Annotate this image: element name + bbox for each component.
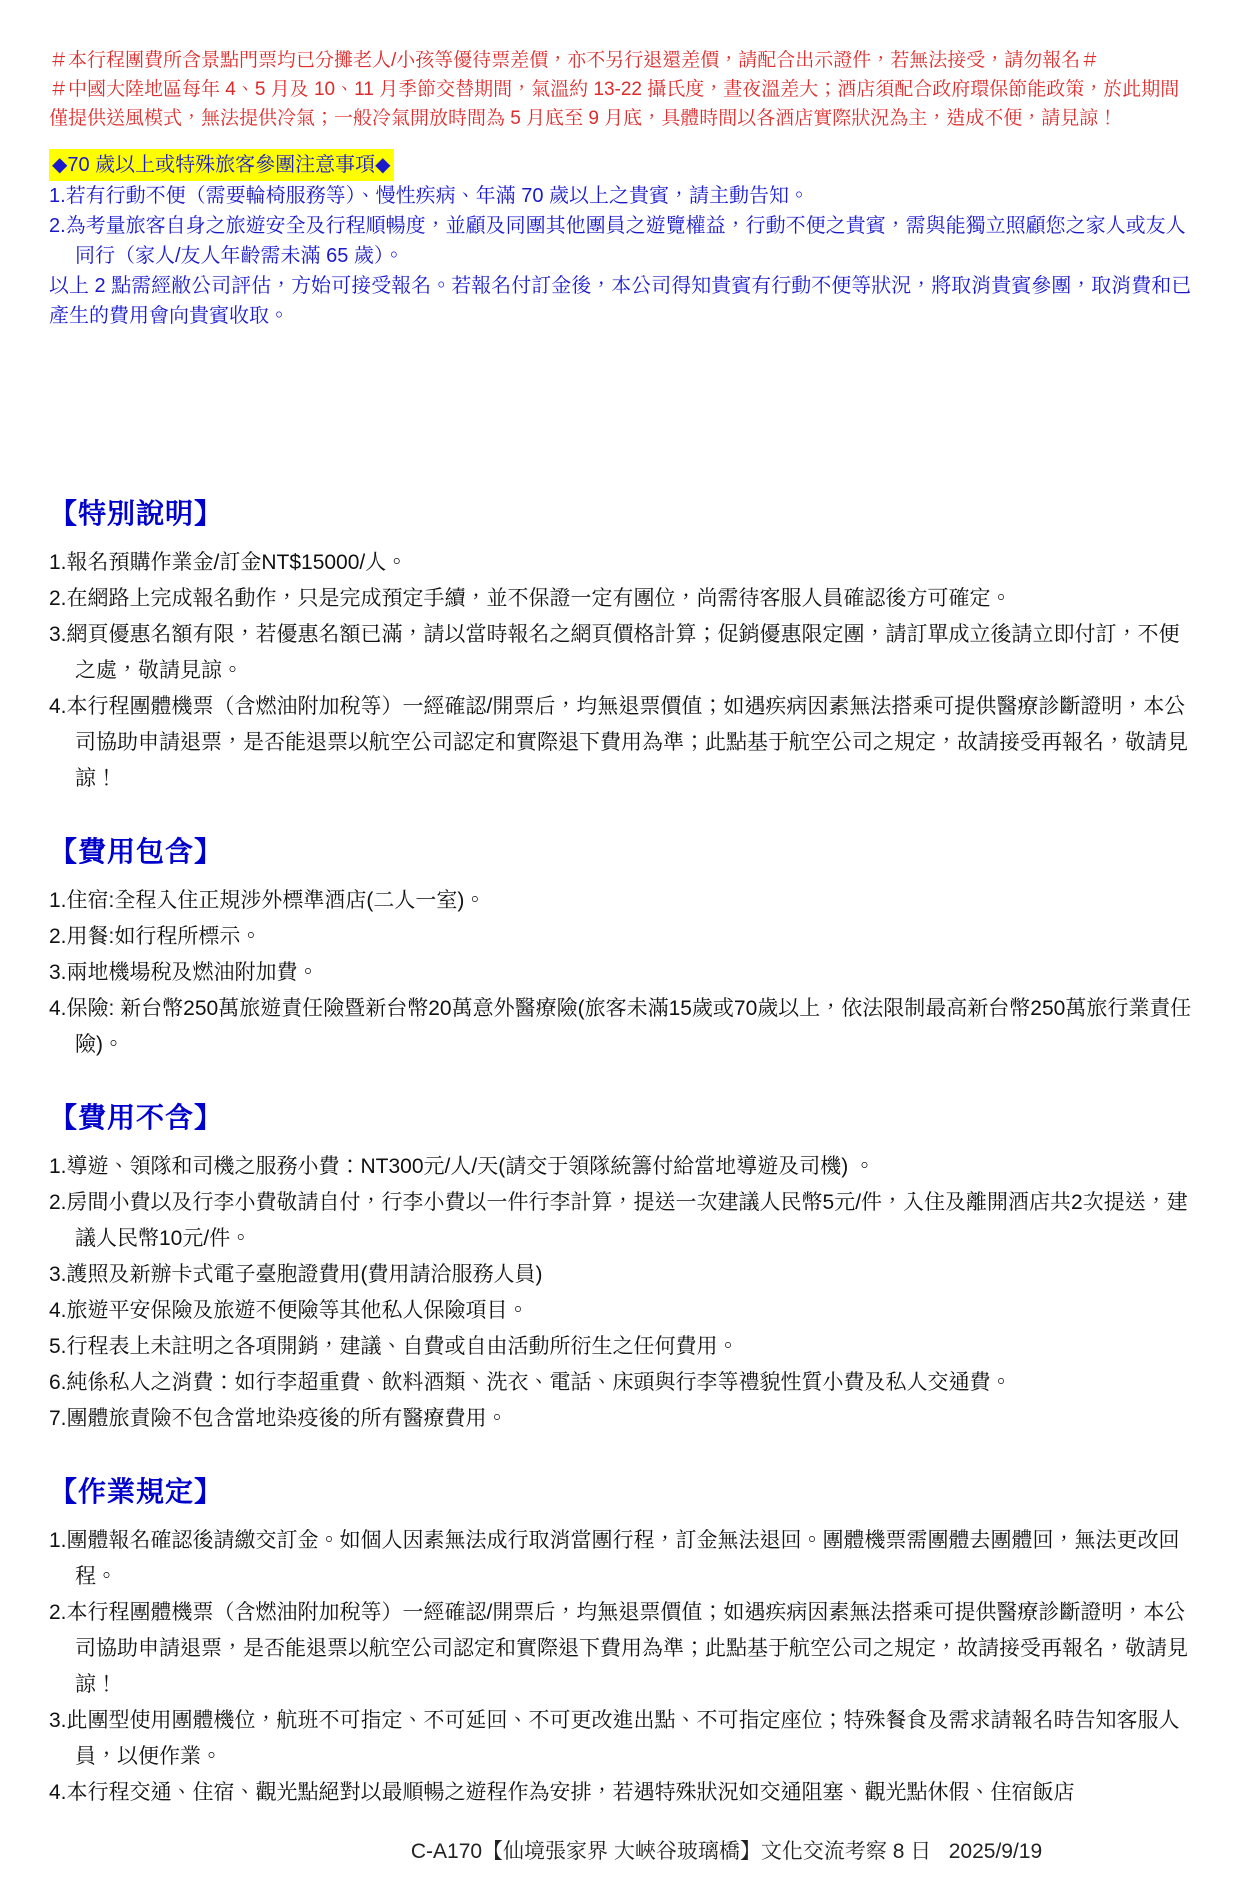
senior-notice-title: ◆70 歲以上或特殊旅客參團注意事項◆	[49, 149, 394, 181]
list-item: 3.護照及新辦卡式電子臺胞證費用(費用請洽服務人員)	[49, 1263, 543, 1286]
list-item: 4.本行程團體機票（含燃油附加稅等）一經確認/開票后，均無退票價值；如遇疾病因素無法搭乘可提供醫療診斷證明，本公司協助申請退票，是否能退票以航空公司認定和實際退下費用為準；此點基于航空公司之規定，故請接受再報名，敬請見諒！	[49, 695, 1188, 790]
list-item: 2.在網路上完成報名動作，只是完成預定手續，並不保證一定有團位，尚需待客服人員確認後方可確定。	[49, 587, 1012, 610]
list-item: 3.兩地機場稅及燃油附加費。	[49, 961, 319, 984]
senior-notice-item: 2.為考量旅客自身之旅遊安全及行程順暢度，並顧及同團其他團員之遊覽權益，行動不便之貴賓，需與能獨立照顧您之家人或友人同行（家人/友人年齡需未滿 65 歲）。	[49, 215, 1186, 267]
section-operating-rules	[49, 1471, 1194, 1811]
list-item: 1.團體報名確認後請繳交訂金。如個人因素無法成行取消當團行程，訂金無法退回。團體機票需團體去團體回，無法更改回程。	[49, 1529, 1180, 1588]
list-item: 1.導遊、領隊和司機之服務小費：NT300元/人/天(請交于領隊統籌付給當地導遊及司機) 。	[49, 1155, 876, 1178]
list-item: 1.住宿:全程入住正規涉外標準酒店(二人一室)。	[49, 889, 486, 912]
section-heading-fees-not-included: 【費用不含】	[49, 1102, 224, 1133]
top-red-notice	[49, 46, 1194, 133]
senior-notice-item: 1.若有行動不便（需要輪椅服務等）、慢性疾病、年滿 70 歲以上之貴賓，請主動告知。	[49, 185, 810, 207]
section-fees-included	[49, 831, 1194, 1063]
list-item: 4.保險: 新台幣250萬旅遊責任險暨新台幣20萬意外醫療險(旅客未滿15歲或70歲以上，依法限制最高新台幣250萬旅行業責任險)。	[49, 997, 1192, 1056]
list-item: 2.房間小費以及行李小費敬請自付，行李小費以一件行李計算，提送一次建議人民幣5元/件，入住及離開酒店共2次提送，建議人民幣10元/件。	[49, 1191, 1188, 1250]
list-item: 7.團體旅責險不包含當地染疫後的所有醫療費用。	[49, 1407, 508, 1430]
section-heading-special-notes: 【特別說明】	[49, 498, 224, 529]
senior-passenger-notice	[49, 149, 1194, 331]
section-special-notes	[49, 493, 1194, 797]
list-item: 6.純係私人之消費：如行李超重費、飲料酒類、洗衣、電話、床頭與行李等禮貌性質小費及私人交通費。	[49, 1371, 1012, 1394]
list-item: 1.報名預購作業金/訂金NT$15000/人。	[49, 551, 408, 574]
section-heading-operating-rules: 【作業規定】	[49, 1476, 224, 1507]
red-notice-line-1: ＃本行程團費所含景點門票均已分攤老人/小孩等優待票差價，亦不另行退還差價，請配合出示證件，若無法接受，請勿報名＃	[49, 50, 1100, 71]
list-item: 3.此團型使用團體機位，航班不可指定、不可延回、不可更改進出點、不可指定座位；特殊餐食及需求請報名時告知客服人員，以便作業。	[49, 1709, 1180, 1768]
senior-notice-note: 以上 2 點需經敝公司評估，方始可接受報名。若報名付訂金後，本公司得知貴賓有行動不便等狀況，將取消貴賓參團，取消費和已產生的費用會向貴賓收取。	[49, 275, 1192, 327]
section-fees-not-included	[49, 1097, 1194, 1437]
list-item: 3.網頁優惠名額有限，若優惠名額已滿，請以當時報名之網頁價格計算；促銷優惠限定團，請訂單成立後請立即付訂，不便之處，敬請見諒。	[49, 623, 1180, 682]
section-heading-fees-included: 【費用包含】	[49, 836, 224, 867]
list-item: 4.旅遊平安保險及旅遊不便險等其他私人保險項目。	[49, 1299, 529, 1322]
list-item: 2.本行程團體機票（含燃油附加稅等）一經確認/開票后，均無退票價值；如遇疾病因素無法搭乘可提供醫療診斷證明，本公司協助申請退票，是否能退票以航空公司認定和實際退下費用為準；此點基于航空公司之規定，故請接受再報名，敬請見諒！	[49, 1601, 1188, 1696]
document-footer: C-A170【仙境張家界 大峽谷玻璃橋】文化交流考察 8 日 2025/9/19	[410, 1840, 1043, 1863]
page-break-gap	[49, 331, 1194, 459]
list-item: 5.行程表上未註明之各項開銷，建議、自費或自由活動所衍生之任何費用。	[49, 1335, 739, 1358]
list-item: 4.本行程交通、住宿、觀光點絕對以最順暢之遊程作為安排，若遇特殊狀況如交通阻塞、觀光點休假、住宿飯店	[49, 1781, 1075, 1804]
list-item: 2.用餐:如行程所標示。	[49, 925, 262, 948]
red-notice-line-2: ＃中國大陸地區每年 4、5 月及 10、11 月季節交替期間，氣溫約 13-22 攝氏度，晝夜溫差大；酒店須配合政府環保節能政策，於此期間僅提供送風模式，無法提供冷氣；一般冷氣開放時間為 5 月底至 9 月底，具體時間以各酒店實際狀況為主，造成不便，請見諒！	[49, 79, 1180, 129]
